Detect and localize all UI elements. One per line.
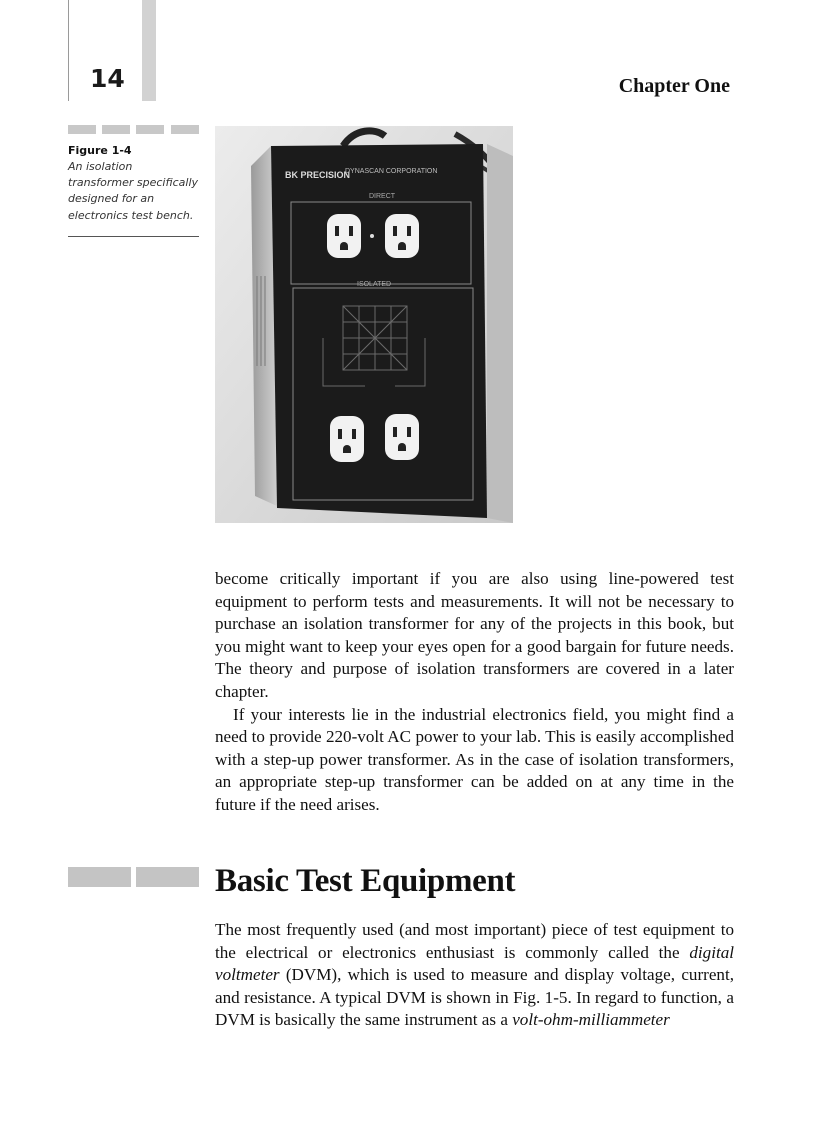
outlet-direct-left bbox=[327, 214, 361, 258]
body-text-intro bbox=[215, 568, 734, 817]
photo-direct-label: DIRECT bbox=[369, 193, 396, 200]
body-text-section bbox=[215, 919, 734, 1032]
figure-marker-bars bbox=[68, 125, 199, 134]
term-emphasis: volt-ohm-milliammeter bbox=[512, 1010, 670, 1030]
page-number-rule bbox=[68, 0, 69, 101]
outlet-direct-right bbox=[385, 214, 419, 258]
outlet-isolated-right bbox=[385, 414, 419, 460]
running-header-chapter: Chapter One bbox=[618, 75, 730, 97]
page-number-block bbox=[68, 0, 156, 101]
figure-label: Figure 1-4 bbox=[68, 144, 132, 157]
figure-caption-rule bbox=[68, 236, 199, 237]
photo-maker-label: DYNASCAN CORPORATION bbox=[345, 168, 438, 175]
section-heading: Basic Test Equipment bbox=[215, 863, 516, 899]
paragraph: If your interests lie in the industrial electronics field, you might find a need to provide 220-volt AC power to your lab. This is easily accomplished with a step-up power transformer. As in the case of isolation transformers, an appropriate step-up transformer can be added on at any time in the future if the need arises. bbox=[215, 704, 734, 814]
page-number-bar bbox=[142, 0, 156, 101]
photo-brand-logo: BK PRECISION bbox=[285, 170, 351, 180]
photo-isolated-label: ISOLATED bbox=[357, 281, 392, 288]
figure-photo-isolation-transformer bbox=[215, 126, 513, 523]
figure-caption: An isolation transformer specifically designed for an electronics test bench. bbox=[68, 160, 199, 222]
section-marker-bars bbox=[68, 867, 199, 887]
term-emphasis: digital voltmeter bbox=[215, 942, 734, 985]
page-number: 14 bbox=[90, 64, 125, 93]
paragraph: The most frequently used (and most important) piece of test equipment to the electrical or electronics enthusiast is commonly called the digital voltmeter (DVM), which is used to measure and display voltage, current, and resistance. A typical DVM is shown in Fig. 1-5. In regard to function, a DVM is basically the same instrument as a volt-ohm-milliammeter bbox=[215, 920, 734, 1030]
paragraph: become critically important if you are also using line-powered test equipment to perform tests and measurements. It will not be necessary to purchase an isolation transformer for any of the projects in this book, but you might want to keep your eyes open for a good bargain for future needs. The theory and purpose of isolation transformers are covered in a later chapter. bbox=[215, 569, 734, 701]
outlet-isolated-left bbox=[330, 416, 364, 462]
